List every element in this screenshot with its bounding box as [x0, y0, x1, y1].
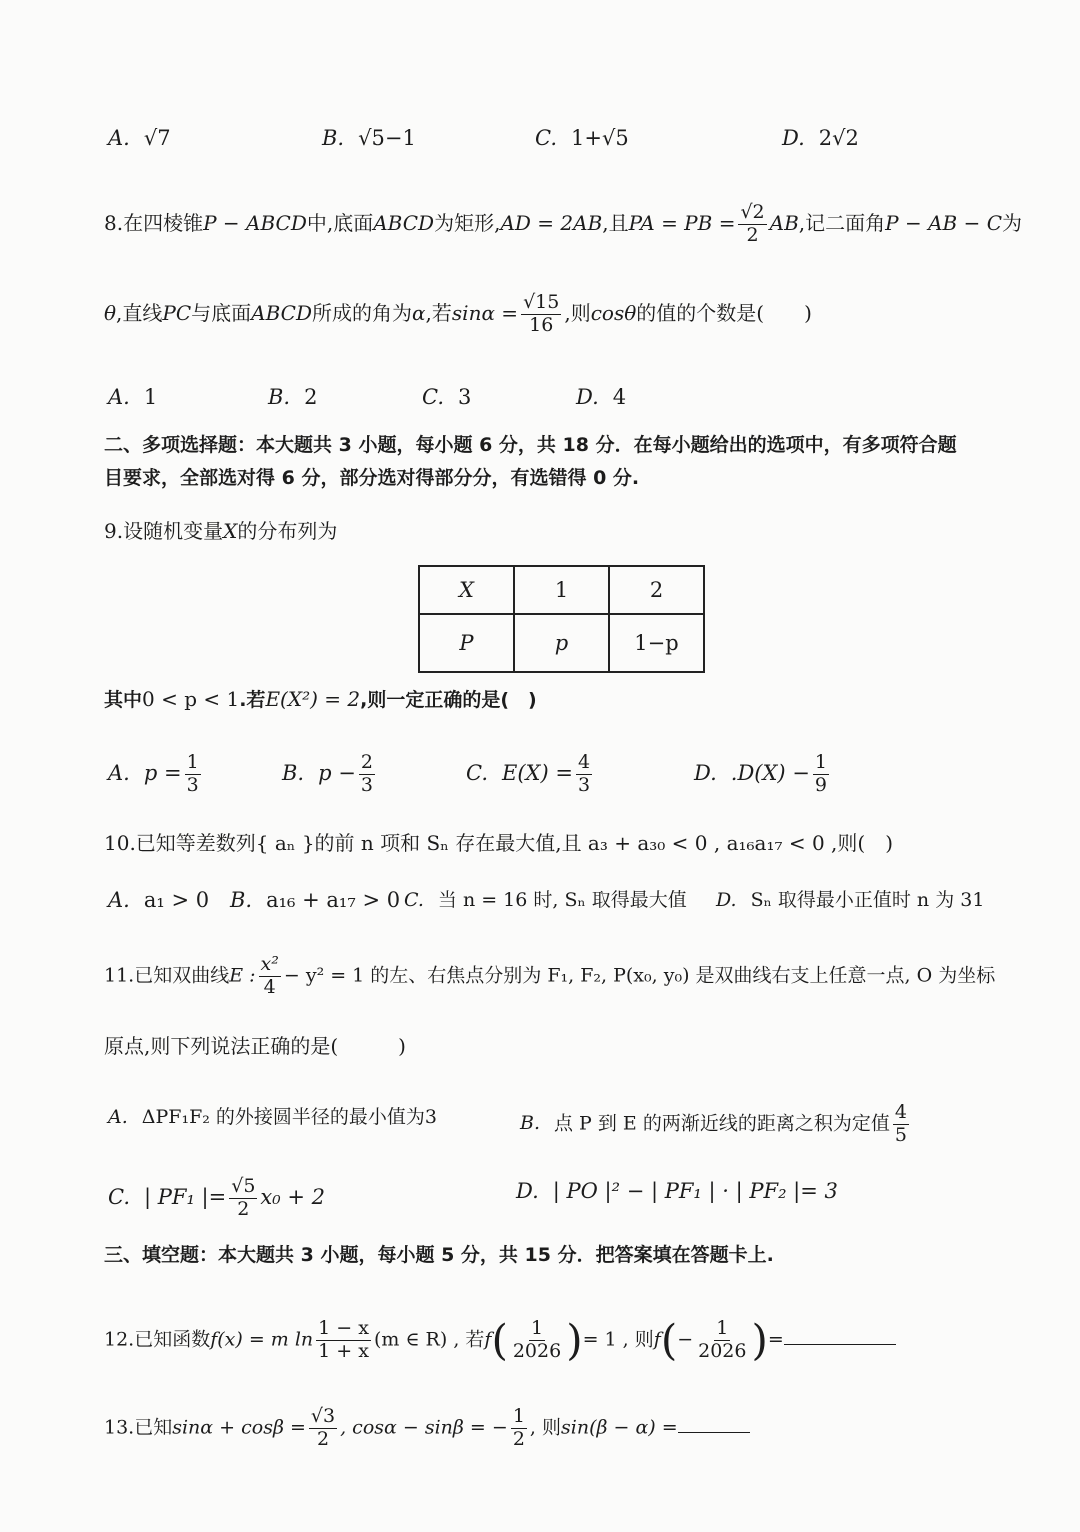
table-cell: 1	[514, 566, 609, 614]
q10-option-c	[404, 885, 687, 915]
fraction-numerator: 1 − x	[318, 1317, 369, 1339]
fraction-denominator: 5	[894, 1123, 907, 1146]
option-text: 当 n = 16 时, Sₙ 取得最大值	[437, 889, 687, 911]
option-letter: A.	[108, 760, 130, 785]
table-cell: 2	[609, 566, 704, 614]
text: 中,底面	[306, 210, 374, 235]
math-expr: AD = 2AB	[500, 210, 603, 235]
math-expr: α	[412, 300, 426, 325]
fraction	[185, 752, 201, 797]
math-expr: E(X²) = 2	[265, 687, 361, 711]
fraction	[229, 1176, 257, 1221]
option-text: 点 P 到 E 的两渐近线的距离之积为定值	[554, 1112, 890, 1135]
option-letter: A.	[108, 1106, 128, 1128]
fraction-numerator: 4	[577, 751, 591, 773]
q9-option-a	[108, 752, 204, 797]
fraction-numerator: 1	[716, 1317, 729, 1339]
text: ,则一定正确的是( )	[360, 689, 537, 711]
left-paren: (	[491, 1315, 508, 1365]
option-text: √5−1	[358, 126, 416, 150]
math-expr: −	[677, 1328, 694, 1351]
math-expr: PA = PB =	[628, 210, 736, 235]
fraction-denominator: 2	[746, 223, 759, 246]
fraction	[511, 1318, 563, 1363]
section-2-header-line-1: 二、多项选择题：本大题共 3 小题，每小题 6 分，共 18 分．在每小题给出的选项中，有多项符合题	[104, 434, 957, 456]
text: 其中	[104, 689, 143, 711]
option-letter: B.	[322, 126, 345, 150]
text: 与底面	[191, 300, 252, 325]
option-letter: D.	[716, 889, 737, 911]
option-text: ΔPF₁F₂ 的外接圆半径的最小值为3	[141, 1106, 437, 1128]
fraction	[576, 752, 592, 797]
math-expr: E :	[229, 964, 256, 987]
option-letter: C.	[404, 889, 424, 911]
option-text: √7	[143, 126, 171, 150]
text: 12.已知函数	[104, 1328, 211, 1351]
math-expr: E(X) =	[502, 760, 573, 785]
text: 11.已知双曲线	[104, 964, 230, 987]
math-expr: AB	[769, 210, 799, 235]
option-letter: A.	[108, 126, 130, 150]
math-expr: sinα =	[451, 300, 519, 325]
fraction-denominator: 2026	[512, 1339, 562, 1362]
q11-option-a	[108, 1102, 437, 1132]
q11-option-c	[108, 1176, 325, 1221]
q13	[104, 1406, 1000, 1451]
option-letter: B.	[230, 888, 253, 912]
fraction	[813, 752, 829, 797]
table-row	[419, 566, 704, 614]
option-letter: C.	[108, 1184, 130, 1209]
math-expr: 0 < p < 1	[142, 687, 240, 711]
fraction-numerator: 1	[186, 751, 199, 773]
math-expr: f	[484, 1328, 492, 1351]
answer-blank[interactable]	[678, 1432, 750, 1433]
math-expr: P − ABCD	[203, 210, 307, 235]
q11-stem-line-2: 原点,则下列说法正确的是( )	[104, 1034, 406, 1058]
option-text: 2√2	[818, 126, 859, 150]
fraction	[511, 1406, 527, 1451]
q8-option-b	[268, 382, 317, 412]
fraction	[893, 1102, 909, 1147]
q7-option-d	[782, 123, 859, 153]
math-expr: x₀ + 2	[260, 1184, 325, 1209]
option-letter: D.	[516, 1179, 539, 1203]
fraction-numerator: 1	[530, 1317, 544, 1339]
option-letter: C.	[466, 760, 488, 785]
fraction	[521, 292, 561, 337]
fraction-denominator: 2	[512, 1427, 525, 1450]
q9-condition	[104, 684, 1000, 715]
q10-option-a	[108, 885, 209, 915]
option-text: a₁ > 0	[143, 888, 210, 912]
math-expr: | PO |² − | PF₁ | · | PF₂ |= 3	[552, 1179, 838, 1203]
fraction-numerator: x²	[260, 953, 279, 975]
option-letter: B.	[268, 385, 291, 409]
text: 的值的个数是( )	[636, 300, 812, 325]
fraction-numerator: 4	[894, 1101, 907, 1123]
text: ,则	[564, 300, 591, 325]
text: − y² = 1 的左、右焦点分别为 F₁, F₂, P(x₀, y₀) 是双曲线右支上任意一点, O 为坐标	[283, 964, 996, 987]
option-letter: D.	[694, 760, 717, 785]
option-text: 1	[143, 385, 158, 409]
q8-option-d	[576, 382, 626, 412]
math-expr: X	[223, 519, 238, 543]
section-2-header-line-2: 目要求，全部选对得 6 分，部分选对得部分分，有选错得 0 分.	[104, 467, 640, 489]
fraction	[316, 1318, 371, 1363]
option-letter: C.	[535, 126, 557, 150]
math-expr: | PF₁ |=	[144, 1184, 227, 1209]
q9-option-b	[282, 752, 378, 797]
text: ,记二面角	[798, 210, 886, 235]
fraction-denominator: 1 + x	[318, 1339, 369, 1362]
right-paren: )	[751, 1315, 768, 1365]
math-expr: =	[767, 1328, 784, 1351]
text: ,直线	[116, 300, 163, 325]
text: 的分布列为	[237, 519, 338, 543]
option-text: a₁₆ + a₁₇ > 0	[266, 888, 401, 912]
option-letter: C.	[422, 385, 444, 409]
fraction-numerator: √15	[523, 291, 560, 313]
fraction-numerator: √3	[310, 1405, 336, 1427]
fraction-numerator: 2	[360, 751, 373, 773]
q10-stem: 10.已知等差数列{ aₙ }的前 n 项和 Sₙ 存在最大值,且 a₃ + a₃₀ < 0 , a₁₆a₁₇ < 0 ,则( )	[104, 831, 894, 855]
table-cell: X	[419, 566, 514, 614]
math-expr: f(x) = m ln	[210, 1328, 314, 1351]
text: (m ∈ R) , 若	[373, 1328, 485, 1351]
fraction-denominator: 4	[263, 975, 276, 998]
fraction-denominator: 2026	[698, 1339, 747, 1362]
math-expr: f	[653, 1328, 661, 1351]
q9-option-d	[694, 752, 832, 797]
fraction	[259, 954, 281, 999]
text: 为	[1002, 210, 1023, 235]
text: = 1 , 则	[582, 1328, 654, 1351]
q8-number-text: 8.在四棱锥	[104, 210, 204, 235]
fraction-numerator: √5	[231, 1175, 256, 1197]
q10-option-d	[716, 885, 984, 915]
fraction-denominator: 16	[529, 313, 554, 336]
math-expr: cosθ	[590, 300, 637, 325]
fraction-numerator: 1	[814, 751, 827, 773]
q10-option-b	[230, 885, 400, 915]
distribution-table	[418, 565, 705, 673]
fraction	[738, 202, 766, 247]
text: 所成的角为	[312, 300, 413, 325]
option-letter: B.	[520, 1112, 541, 1135]
text: .若	[239, 689, 266, 711]
text: 13.已知	[104, 1416, 173, 1439]
q8-line-2	[104, 292, 1000, 337]
q9-stem	[104, 516, 1000, 546]
math-expr: ABCD	[373, 210, 435, 235]
math-expr: P − AB − C	[885, 210, 1003, 235]
q11-option-d	[516, 1176, 838, 1206]
math-expr: , cosα − sinβ = −	[340, 1416, 508, 1439]
fraction	[696, 1318, 748, 1363]
q7-option-b	[322, 123, 416, 153]
option-text: 4	[612, 385, 627, 409]
fraction-denominator: 2	[316, 1427, 330, 1450]
math-expr: p −	[318, 760, 356, 785]
text: , 则	[529, 1416, 561, 1439]
q7-option-c	[535, 123, 629, 153]
table-cell: P	[419, 614, 514, 672]
fraction	[359, 752, 375, 797]
table-cell: 1−p	[609, 614, 704, 672]
q11-option-b	[520, 1102, 912, 1147]
q8-option-c	[422, 382, 471, 412]
option-text: 2	[304, 385, 318, 409]
q7-option-a	[108, 123, 171, 153]
text: ,若	[425, 300, 452, 325]
table-row	[419, 614, 704, 672]
q11-stem-line-1	[104, 954, 1000, 999]
fraction-denominator: 2	[237, 1197, 250, 1220]
option-letter: A.	[108, 385, 130, 409]
option-letter: A.	[108, 888, 130, 912]
text: 9.设随机变量	[104, 519, 224, 543]
fraction-denominator: 3	[186, 773, 199, 796]
math-expr: .D(X) −	[730, 760, 810, 785]
math-expr: sin(β − α) =	[561, 1416, 678, 1439]
answer-blank[interactable]	[784, 1344, 896, 1345]
q8-option-a	[108, 382, 157, 412]
text: ,且	[602, 210, 629, 235]
option-text: 3	[458, 385, 472, 409]
math-expr: PC	[162, 300, 192, 325]
fraction-denominator: 3	[577, 773, 591, 796]
section-3-header: 三、填空题：本大题共 3 小题，每小题 5 分，共 15 分．把答案填在答题卡上.	[104, 1244, 774, 1266]
fraction-numerator: 1	[512, 1405, 525, 1427]
option-text: 1+√5	[571, 126, 629, 150]
q8-line-1	[104, 201, 1023, 247]
option-letter: B.	[282, 760, 305, 785]
fraction-numerator: √2	[740, 201, 765, 223]
math-expr: p =	[143, 760, 182, 785]
option-text: Sₙ 取得最小正值时 n 为 31	[750, 889, 985, 911]
q9-option-c	[466, 752, 595, 797]
fraction-denominator: 3	[360, 773, 373, 796]
text: 为矩形,	[434, 210, 501, 235]
option-letter: D.	[576, 385, 599, 409]
table-cell: p	[514, 614, 609, 672]
math-expr: ABCD	[251, 300, 313, 325]
left-paren: (	[660, 1315, 678, 1365]
right-paren: )	[566, 1315, 583, 1365]
fraction-denominator: 9	[814, 773, 827, 796]
math-expr: θ	[104, 300, 117, 325]
q12	[104, 1315, 1000, 1365]
fraction	[309, 1406, 337, 1451]
option-letter: D.	[782, 126, 805, 150]
math-expr: sinα + cosβ =	[172, 1416, 306, 1439]
